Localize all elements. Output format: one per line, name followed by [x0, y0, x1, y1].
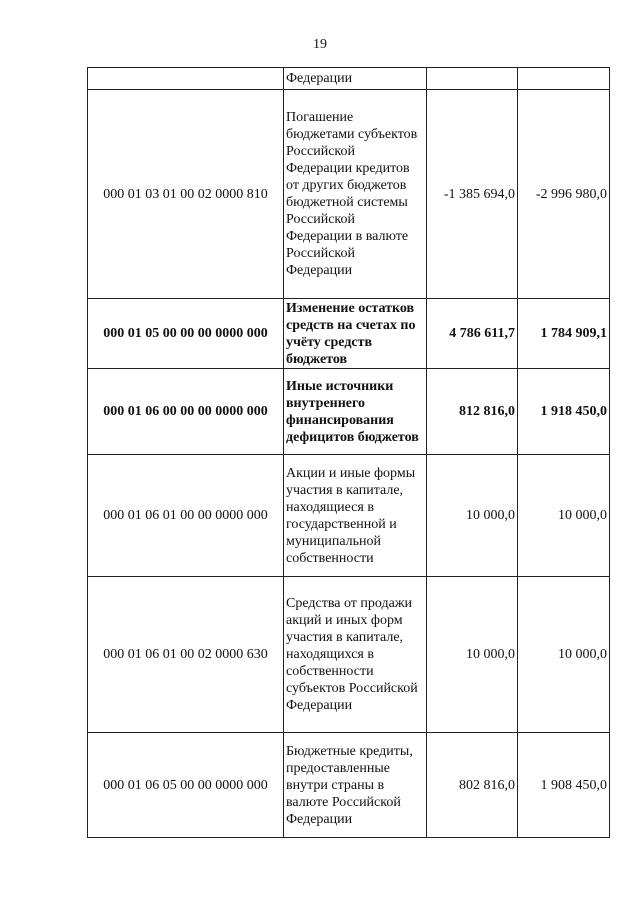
- table-row: [88, 68, 610, 90]
- row-code: [88, 68, 284, 90]
- row-name: Бюджетные кредиты, предоставленные внутри страны в валюте Российской Федерации: [284, 733, 427, 838]
- row-value-2: 1 908 450,0: [518, 733, 610, 838]
- row-name: Иные источники внутреннего финансирования дефицитов бюджетов: [284, 369, 427, 455]
- row-name: Федерации: [284, 68, 427, 90]
- row-value-1: 4 786 611,7: [427, 299, 518, 369]
- row-name: Погашение бюджетами субъектов Российской Федерации кредитов от других бюджетов бюджетной системы Российской Федерации в валюте Российской Федерации: [284, 90, 427, 299]
- row-value-1: 10 000,0: [427, 455, 518, 577]
- row-value-1: -1 385 694,0: [427, 90, 518, 299]
- row-code: 000 01 03 01 00 02 0000 810: [88, 90, 284, 299]
- row-value-2: 1 784 909,1: [518, 299, 610, 369]
- row-value-2: 1 918 450,0: [518, 369, 610, 455]
- row-value-1: 10 000,0: [427, 577, 518, 733]
- table-row: [88, 299, 610, 369]
- row-name: Акции и иные формы участия в капитале, находящиеся в государственной и муниципальной собственности: [284, 455, 427, 577]
- row-code: 000 01 06 05 00 00 0000 000: [88, 733, 284, 838]
- row-name: Изменение остатков средств на счетах по учёту средств бюджетов: [284, 299, 427, 369]
- page-number: 19: [313, 37, 327, 52]
- row-value-2: [518, 68, 610, 90]
- row-code: 000 01 06 00 00 00 0000 000: [88, 369, 284, 455]
- row-value-1: [427, 68, 518, 90]
- row-name: Средства от продажи акций и иных форм участия в капитале, находящихся в собственности субъектов Российской Федерации: [284, 577, 427, 733]
- row-code: 000 01 06 01 00 00 0000 000: [88, 455, 284, 577]
- row-value-1: 802 816,0: [427, 733, 518, 838]
- row-value-2: 10 000,0: [518, 455, 610, 577]
- table-row: [88, 90, 610, 299]
- row-value-1: 812 816,0: [427, 369, 518, 455]
- table-row: [88, 577, 610, 733]
- row-code: 000 01 05 00 00 00 0000 000: [88, 299, 284, 369]
- budget-sources-table: [87, 67, 610, 838]
- row-code: 000 01 06 01 00 02 0000 630: [88, 577, 284, 733]
- table-row: [88, 455, 610, 577]
- row-value-2: 10 000,0: [518, 577, 610, 733]
- row-value-2: -2 996 980,0: [518, 90, 610, 299]
- table-row: [88, 369, 610, 455]
- table-row: [88, 733, 610, 838]
